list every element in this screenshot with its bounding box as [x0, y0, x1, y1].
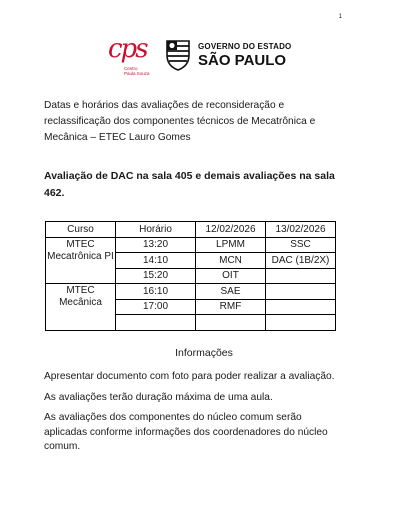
- cps-logo-caption: [124, 66, 150, 76]
- cps-caption-line1: Centro: [124, 66, 138, 71]
- info-paragraph-duration: As avaliações terão duração máxima de uma aula.: [44, 391, 273, 403]
- time-cell: 14:10: [116, 253, 196, 269]
- time-cell: 13:20: [116, 237, 196, 253]
- time-cell: 16:10: [116, 284, 196, 300]
- cps-logo-mark: cps: [108, 34, 147, 64]
- column-header-date-1: 12/02/2026: [196, 222, 266, 238]
- time-cell: 17:00: [116, 299, 196, 315]
- cps-logo: [108, 36, 158, 82]
- intro-paragraph: Datas e horários das avaliações de reconsideração e reclassificação dos componentes técnicos de Mecatrônica e Mecânica – ETEC Lauro Gomes: [44, 100, 316, 143]
- info-paragraph-document: Apresentar documento com foto para poder realizar a avaliação.: [44, 371, 335, 382]
- table-row: [46, 284, 336, 300]
- exam-cell-day2: DAC (1B/2X): [266, 253, 336, 269]
- info-title: Informações: [175, 347, 233, 359]
- exam-cell-day2: [266, 315, 336, 331]
- sao-paulo-emblem-icon: [164, 39, 192, 71]
- course-cell-mecanica: MTEC Mecânica: [46, 284, 116, 331]
- exam-cell-day1: OIT: [196, 268, 266, 284]
- sao-paulo-government-logo: [198, 42, 291, 69]
- exam-cell-day2: [266, 284, 336, 300]
- info-section: [44, 370, 344, 461]
- exam-cell-day1: MCN: [196, 253, 266, 269]
- course-cell-mecatronica: MTEC Mecatrônica PI: [46, 237, 116, 284]
- column-header-course: Curso: [46, 222, 116, 238]
- page-number: 1: [338, 14, 342, 20]
- exam-cell-day2: SSC: [266, 237, 336, 253]
- table-header-row: [46, 222, 336, 238]
- column-header-date-2: 13/02/2026: [266, 222, 336, 238]
- exam-cell-day1: LPMM: [196, 237, 266, 253]
- header-logos: [108, 34, 292, 82]
- exam-cell-day2: [266, 299, 336, 315]
- exam-cell-day1: [196, 315, 266, 331]
- info-paragraph-core: As avaliações dos componentes do núcleo comum serão aplicadas conforme informações dos coordenadores do núcleo comum.: [44, 412, 328, 452]
- time-cell: 15:20: [116, 268, 196, 284]
- sp-logo-line1: GOVERNO DO ESTADO: [198, 42, 292, 51]
- table-row: [46, 237, 336, 253]
- sp-logo-line2: SÃO PAULO: [198, 52, 287, 69]
- exam-cell-day1: RMF: [196, 299, 266, 315]
- exam-cell-day1: SAE: [196, 284, 266, 300]
- time-cell: [116, 315, 196, 331]
- exam-cell-day2: [266, 268, 336, 284]
- cps-caption-line2: Paula Souza: [124, 71, 150, 76]
- schedule-table: [45, 221, 336, 331]
- room-note-heading: Avaliação de DAC na sala 405 e demais avaliações na sala 462.: [44, 170, 335, 199]
- column-header-time: Horário: [116, 222, 196, 238]
